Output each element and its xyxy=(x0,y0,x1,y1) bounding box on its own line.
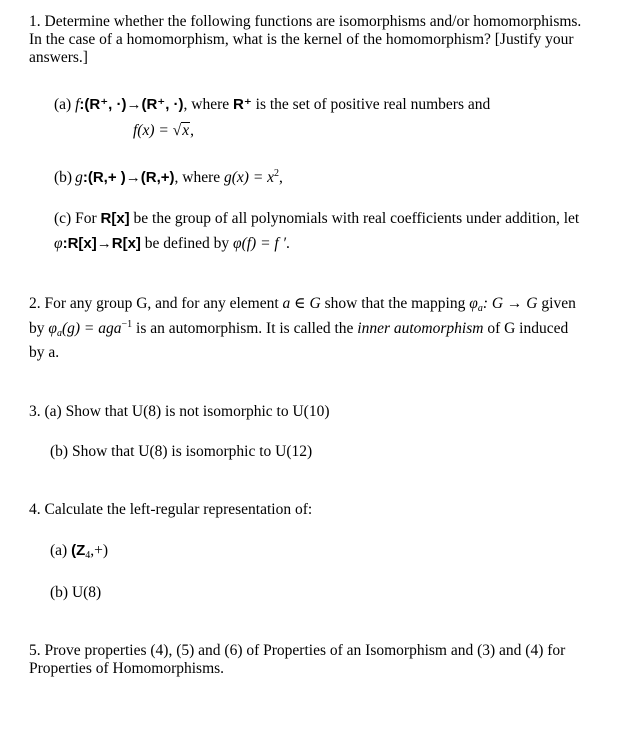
q1c-end: . xyxy=(286,235,290,252)
q2-pre: 2. For any group G, and for any element xyxy=(29,295,279,312)
q1a-def-end: , xyxy=(190,122,194,139)
q1a-map-domain: :(R⁺, ·)→(R⁺, ·) xyxy=(79,96,184,113)
q1a-def-lhs: f(x) = xyxy=(133,122,173,139)
q5-line-2: Properties of Homomorphisms. xyxy=(29,660,225,677)
q1b-label: (b) xyxy=(54,169,73,186)
q1c-post: be the group of all polynomials with real coefficients under addition, let xyxy=(133,210,580,227)
q1c-group: R[x] xyxy=(100,210,130,227)
q1a-desc: is the set of positive real numbers and xyxy=(255,96,491,113)
q1a-label: (a) xyxy=(54,96,72,113)
q2-end: given xyxy=(541,295,576,312)
q3-part-a: 3. (a) Show that U(8) is not isomorphic to U(10) xyxy=(29,403,330,420)
q2-inner-term: inner automorphism xyxy=(357,320,484,337)
q1c-phi: φ xyxy=(54,235,63,252)
q1b-def: g(x) = x xyxy=(224,169,275,186)
q2-line2-mid: is an automorphism. It is called the xyxy=(136,320,354,337)
q2-phi-sub-2: a xyxy=(56,328,62,339)
q4-part-b-wrap xyxy=(50,584,101,602)
q1-part-a xyxy=(54,96,490,114)
q1c-map: :R[x]→R[x] xyxy=(62,235,141,252)
q1c-def: φ(f) = f ′ xyxy=(233,235,287,252)
q2-mid: show that the mapping xyxy=(324,295,466,312)
q1b-where: , where xyxy=(174,169,221,186)
q1-part-c xyxy=(54,210,579,253)
question-1 xyxy=(29,13,629,67)
q1-line-1: 1. Determine whether the following functions are isomorphisms and/or homomorphisms. xyxy=(29,13,582,30)
q5-line-1: 5. Prove properties (4), (5) and (6) of Properties of an Isomorphism and (3) and (4) for xyxy=(29,642,566,659)
q1b-map-domain: :(R,+ )→(R,+) xyxy=(82,169,175,186)
q4a-group: (Z xyxy=(71,542,86,559)
question-3 xyxy=(29,403,629,421)
q2-line2-post: of G induced xyxy=(487,320,569,337)
question-5 xyxy=(29,642,629,678)
q2-phi: φ xyxy=(469,295,478,312)
q1a-map-f: f xyxy=(75,96,80,113)
q1-line-2: In the case of a homomorphism, what is the kernel of the homomorphism? [Justify your xyxy=(29,31,574,48)
q2-element: a ∈ G xyxy=(282,295,321,312)
q1-line-3: answers.] xyxy=(29,49,88,66)
q1c-pre: (c) For xyxy=(54,210,97,227)
question-2 xyxy=(29,295,629,362)
q2-by: by xyxy=(29,320,45,337)
q4a-sub: 4 xyxy=(85,550,91,561)
q4-line: 4. Calculate the left-regular representation of: xyxy=(29,501,313,518)
q2-line-3: by a. xyxy=(29,344,60,361)
q2-phi-2: φ xyxy=(48,320,57,337)
q1-part-b xyxy=(54,169,283,187)
q2-def: (g) = aga xyxy=(61,320,122,337)
q2-map: : G → G xyxy=(482,295,538,312)
q3-part-b-wrap xyxy=(50,443,312,461)
question-4 xyxy=(29,501,629,519)
q1b-end: , xyxy=(279,169,283,186)
q1a-where: , where xyxy=(183,96,230,113)
q4a-label: (a) xyxy=(50,542,68,559)
q4-part-a xyxy=(50,542,108,560)
q1c-mid: be defined by xyxy=(144,235,230,252)
q1a-definition: f(x) = √x, xyxy=(133,122,194,139)
q2-phi-sub: a xyxy=(477,303,483,314)
q1a-def-radicand: x xyxy=(182,122,190,139)
q4a-end: ,+) xyxy=(90,542,109,559)
q3-part-b: (b) Show that U(8) is isomorphic to U(12) xyxy=(50,443,313,460)
q1b-map: g xyxy=(75,169,83,186)
q4-part-b: (b) U(8) xyxy=(50,584,102,601)
q2-inverse-exp: −1 xyxy=(121,319,133,330)
q1a-set: R⁺ xyxy=(233,96,252,113)
q1b-exponent: 2 xyxy=(274,168,280,179)
